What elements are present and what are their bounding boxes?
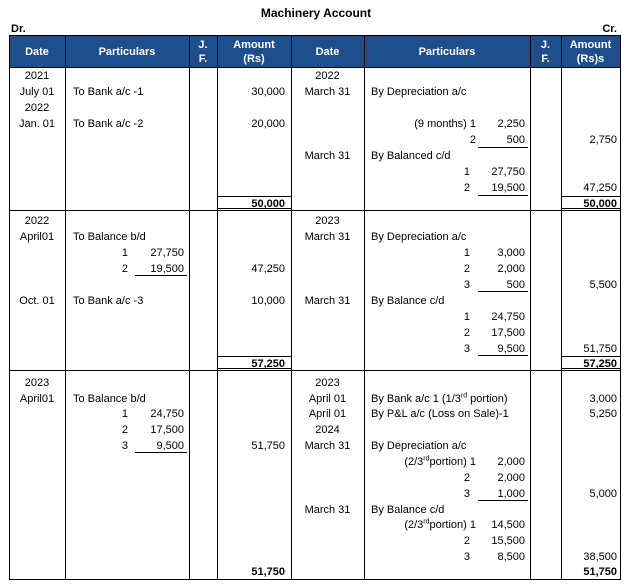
entry-date: July 01 [19,86,55,98]
sub-item-value: 27,750 [491,166,525,178]
entry-particulars: By Depreciation a/c [371,440,467,452]
entry-amount: 5,500 [589,279,617,291]
sub-item-value: 17,500 [150,424,184,436]
sub-item-number: 1 [463,166,470,178]
sub-item-number: 2 [121,424,128,436]
sub-item-number: 3 [463,279,470,291]
entry-particulars: By Bank a/c 1 (1/3rd portion) [371,392,508,405]
entry-year: 2022 [24,215,50,227]
entry-date: Oct. 01 [19,295,55,307]
entry-amount: 51,750 [251,440,285,452]
sub-item-number: 1 [121,408,128,420]
entry-year: 2023 [24,377,50,389]
sub-item-value: 27,750 [150,247,184,259]
header-jf-left-2: F. [198,53,208,65]
entry-amount: 5,250 [589,408,617,420]
sub-item-value: 19,500 [150,263,184,275]
sub-item-number: 2 [463,327,470,339]
sub-item-number: 2 [469,134,476,146]
entry-amount: 3,000 [589,393,617,405]
header-particulars-right: Particulars [418,46,476,58]
entry-year: 2024 [315,424,340,436]
total-amount: 57,250 [251,358,285,370]
entry-amount: 38,500 [583,551,617,563]
entry-year: 2023 [315,377,340,389]
total-amount: 50,000 [251,198,285,210]
entry-date: March 31 [304,231,351,243]
entry-date: March 31 [304,295,351,307]
entry-particulars: To Bank a/c -1 [73,86,144,98]
account-title: Machinery Account [260,6,372,20]
sub-item-value: 24,750 [150,408,184,420]
col-border [620,35,621,580]
entry-particulars: By Depreciation a/c [371,231,467,243]
entry-date: Jan. 01 [18,118,56,130]
entry-particulars: To Bank a/c -2 [73,118,144,130]
sub-item-label: (2/3rdportion) 1 [404,518,476,531]
total-line [561,356,620,357]
sub-item-value: 24,750 [491,311,525,323]
sub-item-number: 1 [463,247,470,259]
sub-item-value: 2,000 [497,263,525,275]
entry-particulars: By Balanced c/d [371,150,451,162]
entry-amount: 30,000 [251,86,285,98]
entry-amount: 5,000 [589,488,617,500]
header-amount-right-1: Amount [569,39,612,51]
sub-item-number: 2 [463,472,470,484]
subtotal-underline [478,195,528,196]
sub-item-value: 500 [506,279,525,291]
sub-item-value: 19,500 [491,182,525,194]
sub-item-value: 1,000 [497,488,525,500]
section-separator [9,210,621,211]
entry-particulars: To Balance b/d [73,393,146,405]
entry-year: 2021 [24,70,50,82]
entry-amount: 47,250 [251,263,285,275]
sub-item-value: 2,250 [497,118,525,130]
entry-date: March 31 [304,504,351,516]
header-jf-right-1: J. [540,39,551,51]
sub-item-number: 3 [463,488,470,500]
header-jf-left-1: J. [198,39,208,51]
total-line [561,196,620,197]
entry-amount: 20,000 [251,118,285,130]
sub-item-number: 3 [121,440,128,452]
sub-item-number: 2 [463,263,470,275]
entry-year: 2022 [24,102,50,114]
entry-particulars: By Balance c/d [371,504,445,516]
header-amount-left-1: Amount [233,39,275,51]
sub-item-value: 2,000 [497,472,525,484]
entry-particulars: By Depreciation a/c [371,86,467,98]
section-separator [9,370,621,371]
sub-item-number: 2 [463,535,470,547]
entry-amount: 10,000 [251,295,285,307]
debit-side-label: Dr. [11,23,26,35]
entry-date: March 31 [304,86,351,98]
sub-item-label: (2/3rdportion) 1 [404,455,476,468]
total-amount: 51,750 [251,566,285,578]
sub-item-label: (9 months) 1 [414,118,476,130]
entry-date: April 01 [308,393,347,405]
entry-amount: 47,250 [583,182,617,194]
entry-date: March 31 [304,150,351,162]
entry-date: March 31 [304,440,351,452]
credit-side-label: Cr. [602,23,617,35]
entry-year: 2022 [315,70,340,82]
total-amount: 51,750 [583,566,617,578]
entry-date: April 01 [308,408,347,420]
sub-item-value: 9,500 [156,440,184,452]
sub-item-value: 8,500 [497,551,525,563]
sub-item-value: 15,500 [491,535,525,547]
entry-amount: 2,750 [589,134,617,146]
sub-item-number: 1 [463,311,470,323]
entry-amount: 51,750 [583,343,617,355]
sub-item-number: 3 [463,551,470,563]
sub-item-value: 500 [506,134,525,146]
header-amount-left-2: (Rs) [243,53,265,65]
sub-item-value: 17,500 [491,327,525,339]
subtotal-underline [478,147,528,148]
sub-item-value: 9,500 [497,343,525,355]
total-amount: 57,250 [583,358,617,370]
entry-particulars: To Balance b/d [73,231,146,243]
entry-date: April01 [19,231,55,243]
entry-date: April01 [19,393,55,405]
sub-item-value: 14,500 [491,519,525,531]
sub-item-value: 2,000 [497,456,525,468]
total-line [217,356,291,357]
col-border [530,35,531,580]
entry-year: 2023 [315,215,340,227]
sub-item-value: 3,000 [497,247,525,259]
col-border [65,35,66,580]
sub-item-number: 2 [463,182,470,194]
entry-particulars: By P&L a/c (Loss on Sale)-1 [371,408,509,420]
header-jf-right-2: F. [541,53,550,65]
header-date-right: Date [315,46,340,58]
entry-particulars: By Balance c/d [371,295,445,307]
header-date-left: Date [25,46,49,58]
col-border [189,35,190,580]
header-particulars-left: Particulars [98,46,156,58]
total-line [217,196,291,197]
sub-item-number: 2 [121,263,128,275]
sub-item-number: 1 [121,247,128,259]
entry-particulars: To Bank a/c -3 [73,295,144,307]
total-amount: 50,000 [583,198,617,210]
sub-item-number: 3 [463,343,470,355]
header-amount-right-2: (Rs)s [576,53,605,65]
